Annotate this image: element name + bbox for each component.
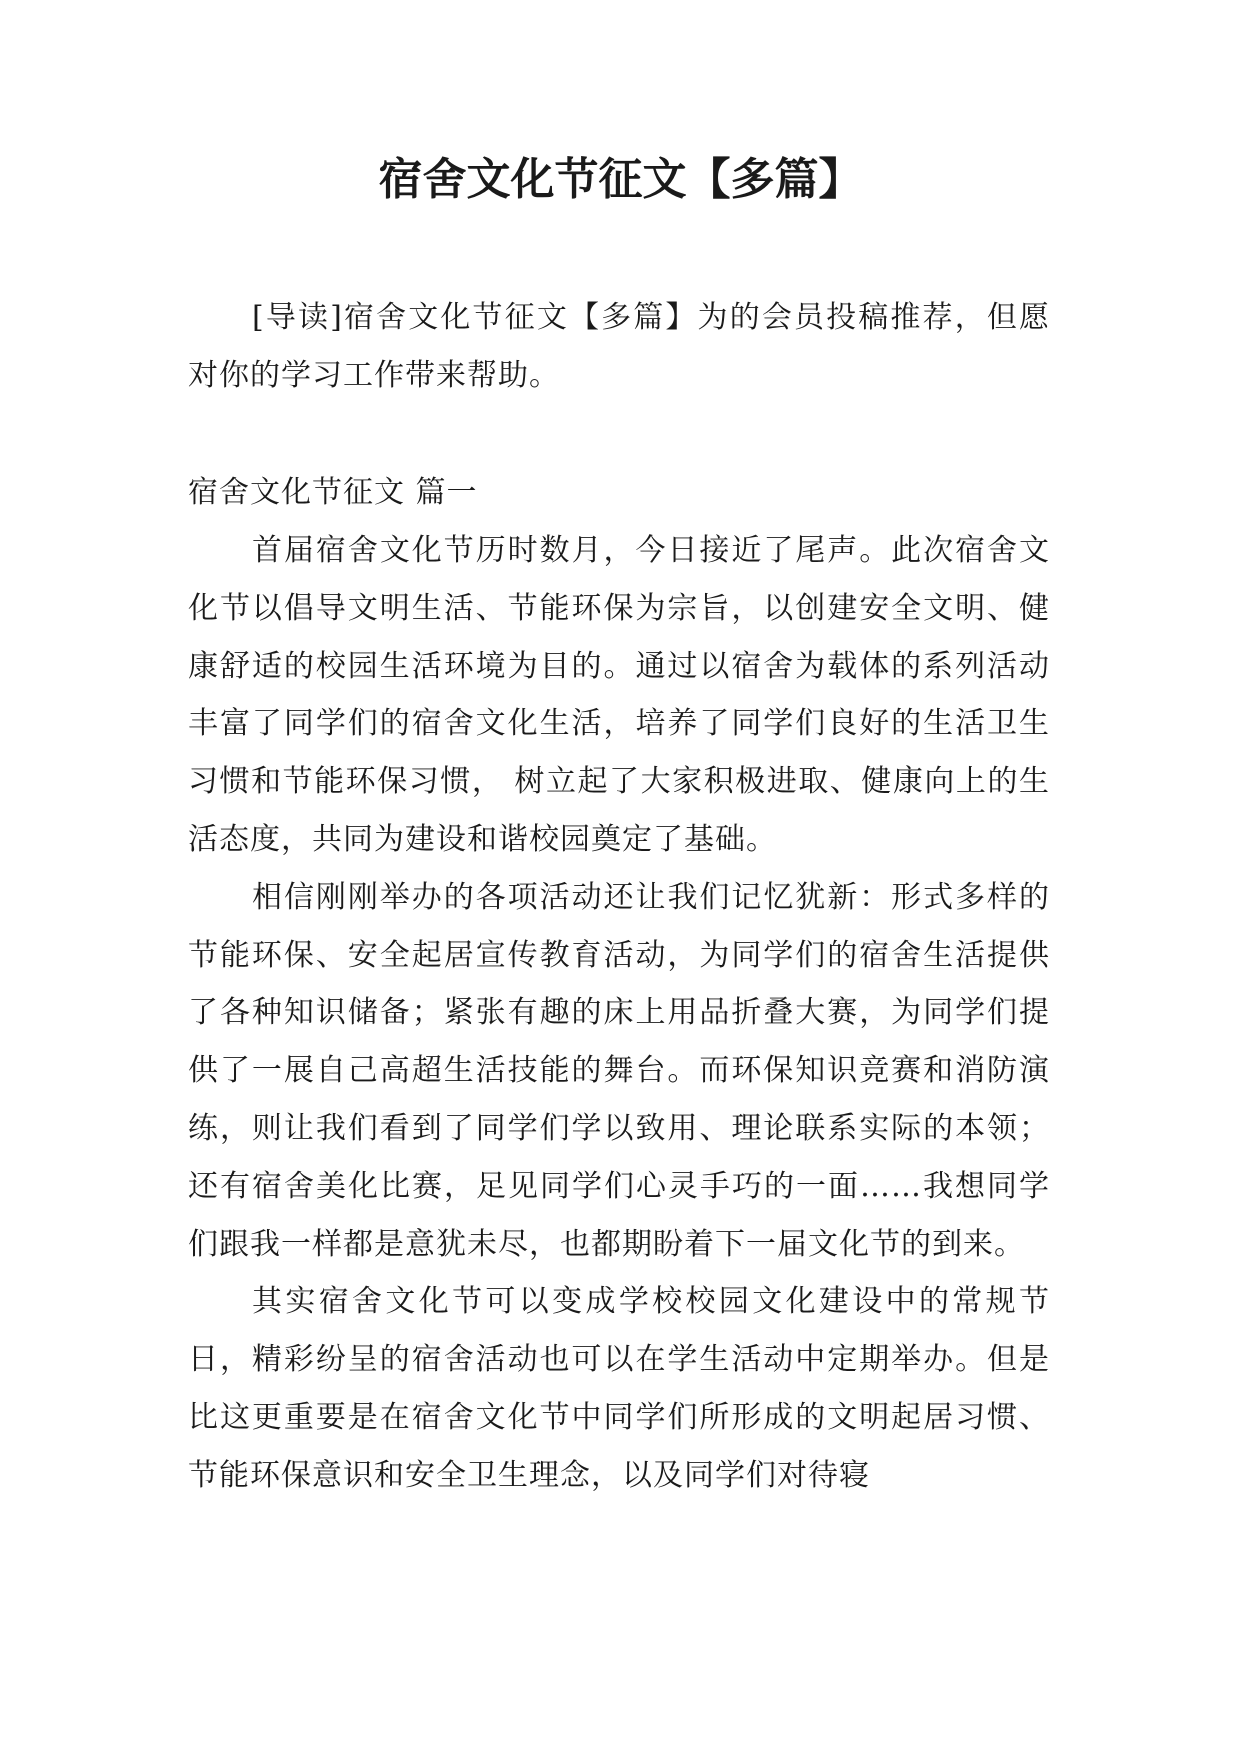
lead-paragraph: [导读]宿舍文化节征文【多篇】为的会员投稿推荐，但愿对你的学习工作带来帮助。	[188, 300, 1050, 393]
section-body	[188, 522, 1050, 1505]
document-title: 宿舍文化节征文【多篇】	[378, 154, 863, 205]
section-heading: 宿舍文化节征文 篇一	[188, 475, 478, 510]
body-paragraph: 其实宿舍文化节可以变成学校校园文化建设中的常规节日，精彩纷呈的宿舍活动也可以在学生活动中定期举办。但是比这更重要是在宿舍文化节中同学们所形成的文明起居习惯、节能环保意识和安全卫生理念，以及同学们对待寝	[188, 1284, 1050, 1493]
body-paragraph: 相信刚刚举办的各项活动还让我们记忆犹新：形式多样的节能环保、安全起居宣传教育活动，为同学们的宿舍生活提供了各种知识储备；紧张有趣的床上用品折叠大赛，为同学们提供了一展自己高超生活技能的舞台。而环保知识竞赛和消防演练，则让我们看到了同学们学以致用、理论联系实际的本领；还有宿舍美化比赛，足见同学们心灵手巧的一面……我想同学们跟我一样都是意犹未尽，也都期盼着下一届文化节的到来。	[188, 879, 1050, 1262]
body-paragraph: 首届宿舍文化节历时数月，今日接近了尾声。此次宿舍文化节以倡导文明生活、节能环保为宗旨，以创建安全文明、健康舒适的校园生活环境为目的。通过以宿舍为载体的系列活动丰富了同学们的宿舍文化生活，培养了同学们良好的生活卫生习惯和节能环保习惯， 树立起了大家积极进取、健康向上的生活态度，共同为建设和谐校园奠定了基础。	[188, 533, 1050, 857]
